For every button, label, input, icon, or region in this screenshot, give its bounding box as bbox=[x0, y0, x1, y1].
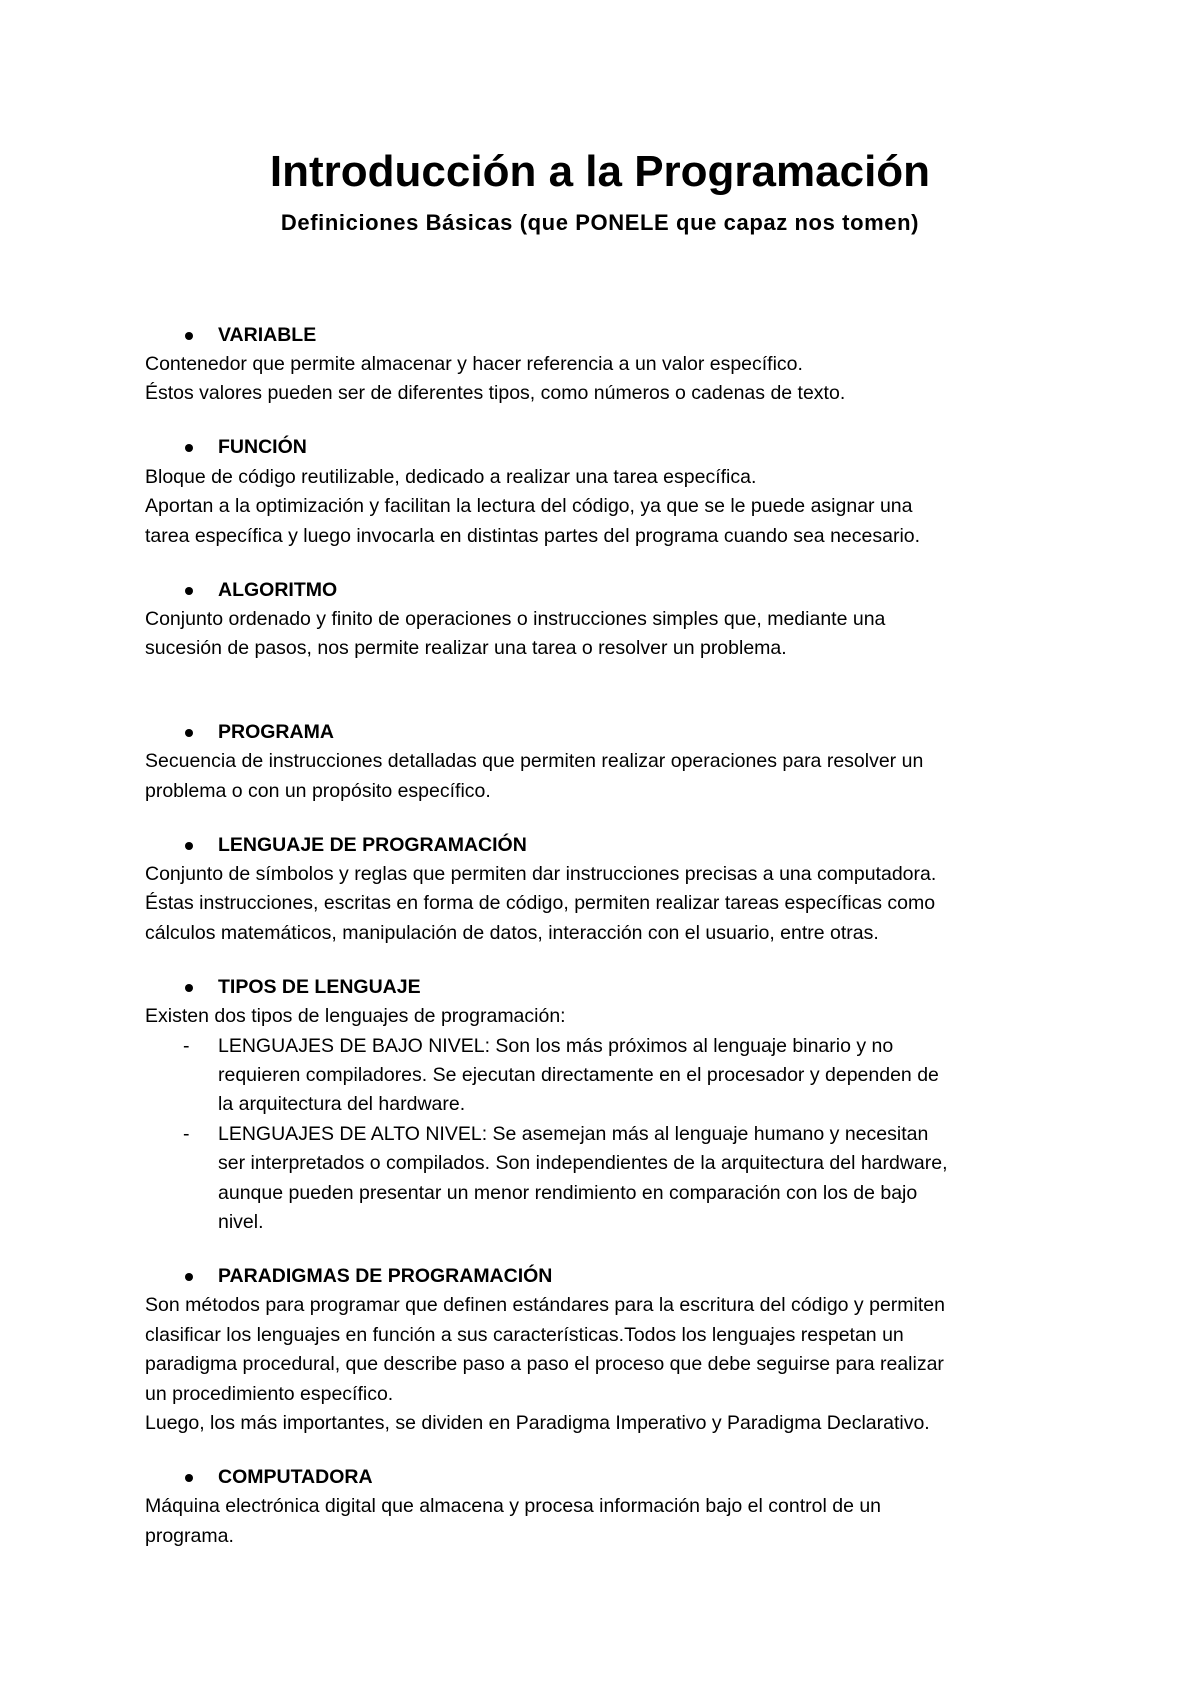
definition-text-line: cálculos matemáticos, manipulación de datos, interacción con el usuario, entre otras. bbox=[145, 921, 879, 944]
definition-term: ALGORITMO bbox=[218, 578, 338, 601]
definition-term: FUNCIÓN bbox=[218, 436, 307, 459]
language-type-text-line: nivel. bbox=[218, 1211, 264, 1234]
definition-section bbox=[145, 973, 1075, 1238]
language-type-text-line: LENGUAJES DE ALTO NIVEL: Se asemejan más al lenguaje humano y necesitan bbox=[218, 1122, 929, 1145]
definition-section bbox=[145, 718, 1075, 806]
language-type-text-line: LENGUAJES DE BAJO NIVEL: Son los más próximos al lenguaje binario y no bbox=[218, 1034, 894, 1057]
definition-heading-row bbox=[145, 1262, 1075, 1291]
definition-text-line: Conjunto ordenado y finito de operaciones o instrucciones simples que, mediante una bbox=[145, 607, 886, 630]
definition-heading-row bbox=[145, 973, 1075, 1002]
language-type-text-line: requieren compiladores. Se ejecutan directamente en el procesador y dependen de bbox=[218, 1064, 939, 1086]
definition-term: LENGUAJE DE PROGRAMACIÓN bbox=[218, 833, 527, 856]
language-type-text-line: ser interpretados o compilados. Son independientes de la arquitectura del hardware, bbox=[218, 1152, 948, 1175]
definition-heading-row bbox=[145, 576, 1075, 605]
definition-text-line: problema o con un propósito específico. bbox=[145, 779, 491, 802]
definition-heading-row bbox=[145, 831, 1075, 860]
definition-heading-row bbox=[145, 321, 1075, 350]
bullet-icon bbox=[185, 729, 193, 737]
language-type-text-line: la arquitectura del hardware. bbox=[218, 1093, 466, 1116]
dash-marker: - bbox=[183, 1122, 190, 1145]
definition-text-line: paradigma procedural, que describe paso a paso el proceso que debe seguirse para realizar bbox=[145, 1353, 944, 1376]
definition-text-line: Existen dos tipos de lenguajes de programación: bbox=[145, 1005, 566, 1028]
dash-marker: - bbox=[183, 1034, 190, 1057]
definition-text-line: Éstas instrucciones, escritas en forma de código, permiten realizar tareas específicas como bbox=[145, 892, 936, 915]
definition-text-line: Contenedor que permite almacenar y hacer referencia a un valor específico. bbox=[145, 352, 803, 375]
document-title: Introducción a la Programación bbox=[269, 147, 931, 196]
definition-section bbox=[145, 433, 1075, 551]
bullet-icon bbox=[185, 1474, 193, 1482]
definition-text-line: programa. bbox=[145, 1524, 234, 1547]
definition-text-line: Luego, los más importantes, se dividen en Paradigma Imperativo y Paradigma Declarativo. bbox=[145, 1412, 930, 1435]
definition-text-line: Bloque de código reutilizable, dedicado a realizar una tarea específica. bbox=[145, 465, 757, 488]
definitions-list bbox=[145, 296, 1075, 1551]
definition-term: TIPOS DE LENGUAJE bbox=[218, 975, 421, 998]
language-type-item bbox=[145, 1032, 1075, 1120]
definition-heading-row bbox=[145, 433, 1075, 462]
definition-section bbox=[145, 1463, 1075, 1551]
definition-text-line: Éstos valores pueden ser de diferentes tipos, como números o cadenas de texto. bbox=[145, 382, 846, 405]
definition-section bbox=[145, 1262, 1075, 1438]
definition-term: PARADIGMAS DE PROGRAMACIÓN bbox=[218, 1265, 553, 1288]
bullet-icon bbox=[185, 587, 193, 595]
bullet-icon bbox=[185, 842, 193, 850]
document-subtitle: Definiciones Básicas (que PONELE que capaz nos tomen) bbox=[280, 210, 920, 235]
definition-term: COMPUTADORA bbox=[218, 1466, 373, 1489]
bullet-icon bbox=[185, 444, 193, 452]
definition-text-line: clasificar los lenguajes en función a sus características.Todos los lenguajes respetan un bbox=[145, 1323, 904, 1346]
definition-text-line: Aportan a la optimización y facilitan la lectura del código, ya que se le puede asignar una bbox=[145, 495, 913, 518]
language-type-item bbox=[145, 1120, 1075, 1238]
definition-text-line: Conjunto de símbolos y reglas que permiten dar instrucciones precisas a una computadora. bbox=[145, 862, 937, 885]
bullet-icon bbox=[185, 984, 193, 992]
definition-term: VARIABLE bbox=[218, 323, 317, 346]
definition-term: PROGRAMA bbox=[218, 720, 334, 743]
definition-text-line: Máquina electrónica digital que almacena y procesa información bajo el control de un bbox=[145, 1495, 882, 1518]
definition-text-line: un procedimiento específico. bbox=[145, 1382, 394, 1405]
definition-text-line: tarea específica y luego invocarla en distintas partes del programa cuando sea necesario. bbox=[145, 524, 921, 547]
language-type-text-line: aunque pueden presentar un menor rendimiento en comparación con los de bajo bbox=[218, 1181, 918, 1204]
bullet-icon bbox=[185, 332, 193, 340]
bullet-icon bbox=[185, 1273, 193, 1281]
definition-heading-row bbox=[145, 1463, 1075, 1492]
language-types-list bbox=[145, 1032, 1075, 1238]
definition-section bbox=[145, 576, 1075, 664]
definition-text-line: Son métodos para programar que definen estándares para la escritura del código y permiten bbox=[145, 1294, 945, 1317]
definition-text-line: Secuencia de instrucciones detalladas que permiten realizar operaciones para resolver un bbox=[145, 750, 924, 773]
definition-heading-row bbox=[145, 718, 1075, 747]
definition-section bbox=[145, 831, 1075, 949]
definition-text-line: sucesión de pasos, nos permite realizar una tarea o resolver un problema. bbox=[145, 637, 787, 660]
definition-section bbox=[145, 321, 1075, 409]
